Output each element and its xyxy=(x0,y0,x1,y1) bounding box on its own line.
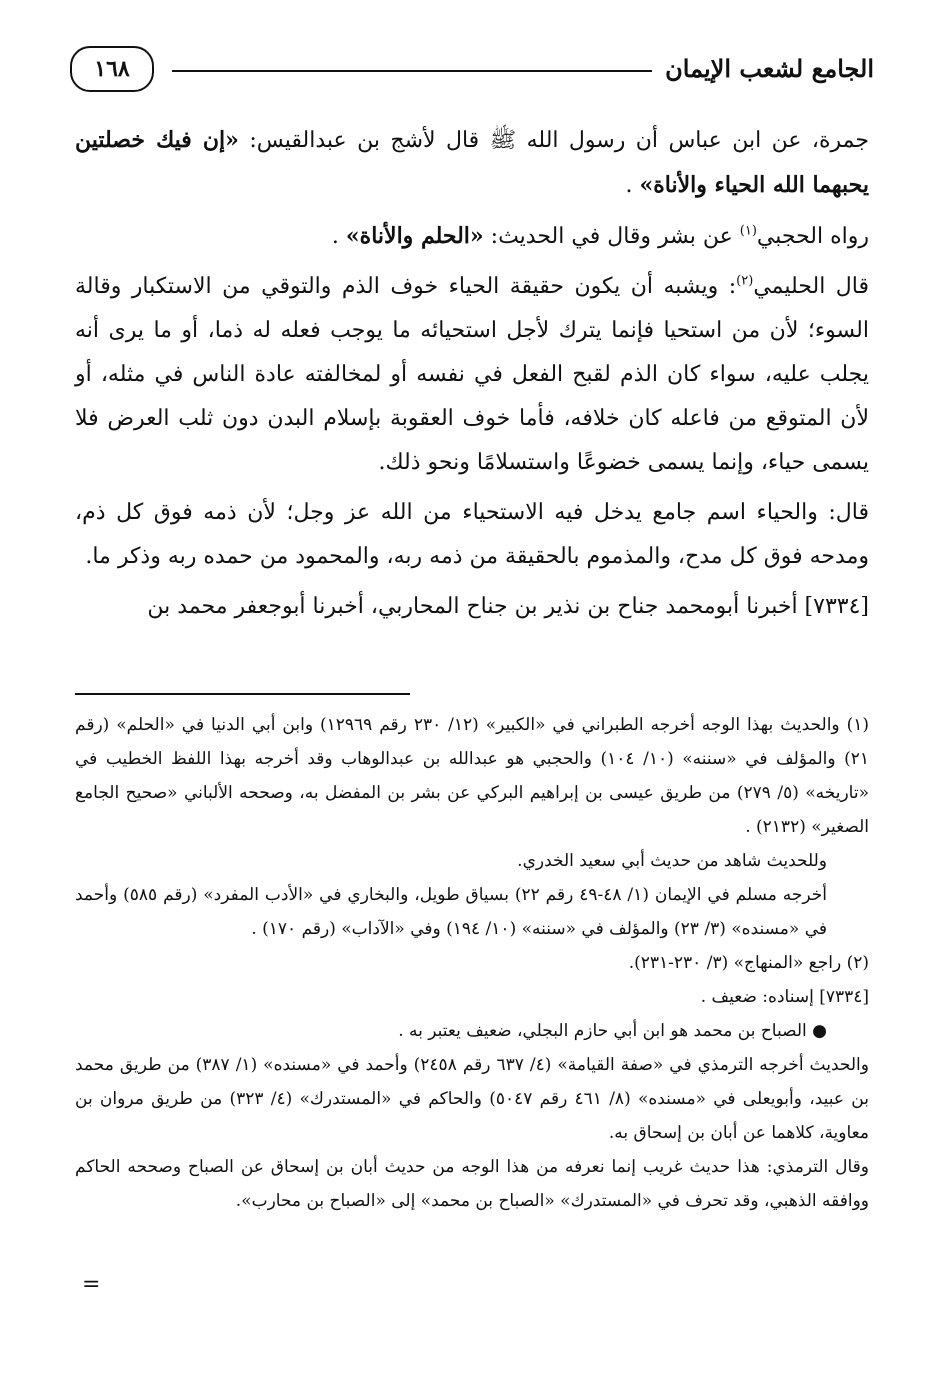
main-text xyxy=(75,118,869,635)
p2-end: . xyxy=(331,224,346,249)
footnote-1: (١) والحديث بهذا الوجه أخرجه الطبراني في «الكبير» (١٢/ ٢٣٠ رقم ١٢٩٦٩) وابن أبي الدنيا في «الحلم» (رقم ٢١) والمؤلف في «سننه» (١٠/ ١٠٤) والحجبي هو عبدالله بن عبدالوهاب وقد أخرجه بهذا اللفظ الخطيب في «تاريخه» (٥/ ٢٧٩) من طريق عيسى بن إبراهيم البركي عن بشر بن المفضل به، وصححه الألباني «صحيح الجامع الصغير» (٢١٣٢) . xyxy=(75,715,869,837)
footnote-1-line-c: أخرجه مسلم في الإيمان (١/ ٤٨-٤٩ رقم ٢٢) بسياق طويل، والبخاري في «الأدب المفرد» (رقم ٥٨٥) وأحمد في «مسنده» (٣/ ٢٣) والمؤلف في «سننه» (١٠/ ١٩٤) وفي «الآداب» (رقم ١٧٠) . xyxy=(75,885,827,939)
footnote-1-line-b: وللحديث شاهد من حديث أبي سعيد الخدري. xyxy=(517,851,827,871)
p1-quote: «إن فيك خصلتين يحبهما الله الحياء والأناة» xyxy=(75,127,869,198)
p2-mid: عن بشر وقال في الحديث: xyxy=(483,224,740,249)
p3-text: قال الحليمي xyxy=(753,274,869,299)
running-title: الجامع لشعب الإيمان xyxy=(665,54,874,83)
footnote-7334-line-d: وقال الترمذي: هذا حديث غريب إنما نعرفه من هذا الوجه من حديث أبان بن إسحاق عن الصباح وصححه الحاكم ووافقه الذهبي، وقد تحرف في «المستدرك» «الصباح بن محمد» إلى «الصباح بن محارب». xyxy=(75,1157,869,1211)
footnote-2: (٢) راجع «المنهاج» (٣/ ٢٣٠-٢٣١). xyxy=(628,953,869,973)
footnotes xyxy=(75,708,869,1218)
paragraph-1 xyxy=(75,118,869,208)
continuation-mark: = xyxy=(82,1272,101,1297)
footnote-ref-1[interactable]: (١) xyxy=(739,223,757,239)
p3-body: : ويشبه أن يكون حقيقة الحياء خوف الذم والتوقي من الاستكبار وقالة السوء؛ لأن من استحيا فإنما يترك لأجل استحيائه ما يوجب فعله له ذما، أو ما يرى أنه يجلب عليه، سواء كان الذم لقبح الفعل في نفسه أو لمخالفته عادة الناس في مثله، أو لأن المتوقع من فاعله كان خلافه، فأما خوف العقوبة بإسلام البدن دون ثلب العرض فلا يسمى حياء، وإنما يسمى خضوعًا واستسلامًا ونحو ذلك. xyxy=(75,274,869,475)
paragraph-5: [٧٣٣٤] أخبرنا أبومحمد جناح بن نذير بن جناح المحاربي، أخبرنا أبوجعفر محمد بن xyxy=(147,594,869,619)
page-header xyxy=(60,40,874,100)
header-rule xyxy=(172,70,652,72)
footnote-7334: [٧٣٣٤] إسناده: ضعيف . xyxy=(700,987,869,1007)
footnote-separator xyxy=(75,693,410,695)
page-number: ١٦٨ xyxy=(70,46,154,92)
paragraph-2 xyxy=(75,214,869,259)
footnote-7334-line-b: ● الصباح بن محمد هو ابن أبي حازم البجلي، ضعيف يعتبر به . xyxy=(398,1021,827,1041)
p1-end: . xyxy=(625,173,640,198)
p1-text: جمرة، عن ابن عباس أن رسول الله ﷺ قال لأشج بن عبدالقيس: xyxy=(238,128,869,153)
paragraph-4: قال: والحياء اسم جامع يدخل فيه الاستحياء من الله عز وجل؛ لأن ذمه فوق كل ذم، ومدحه فوق كل مدح، والمذموم بالحقيقة من ذمه ربه، والمحمود من حمده ربه وذكر ما. xyxy=(75,500,869,569)
footnote-ref-2[interactable]: (٢) xyxy=(736,273,754,289)
paragraph-3 xyxy=(75,265,869,485)
footnote-7334-line-c: والحديث أخرجه الترمذي في «صفة القيامة» (٤/ ٦٣٧ رقم ٢٤٥٨) وأحمد في «مسنده» (١/ ٣٨٧) من طريق محمد بن عبيد، وأبويعلى في «مسنده» (٨/ ٤٦١ رقم ٥٠٤٧) والحاكم في «المستدرك» (٤/ ٣٢٣) من طريق مروان بن معاوية، كلاهما عن أبان بن إسحاق به. xyxy=(75,1055,869,1143)
p2-text: رواه الحجبي xyxy=(756,224,869,249)
p2-quote: «الحلم والأناة» xyxy=(345,223,484,249)
